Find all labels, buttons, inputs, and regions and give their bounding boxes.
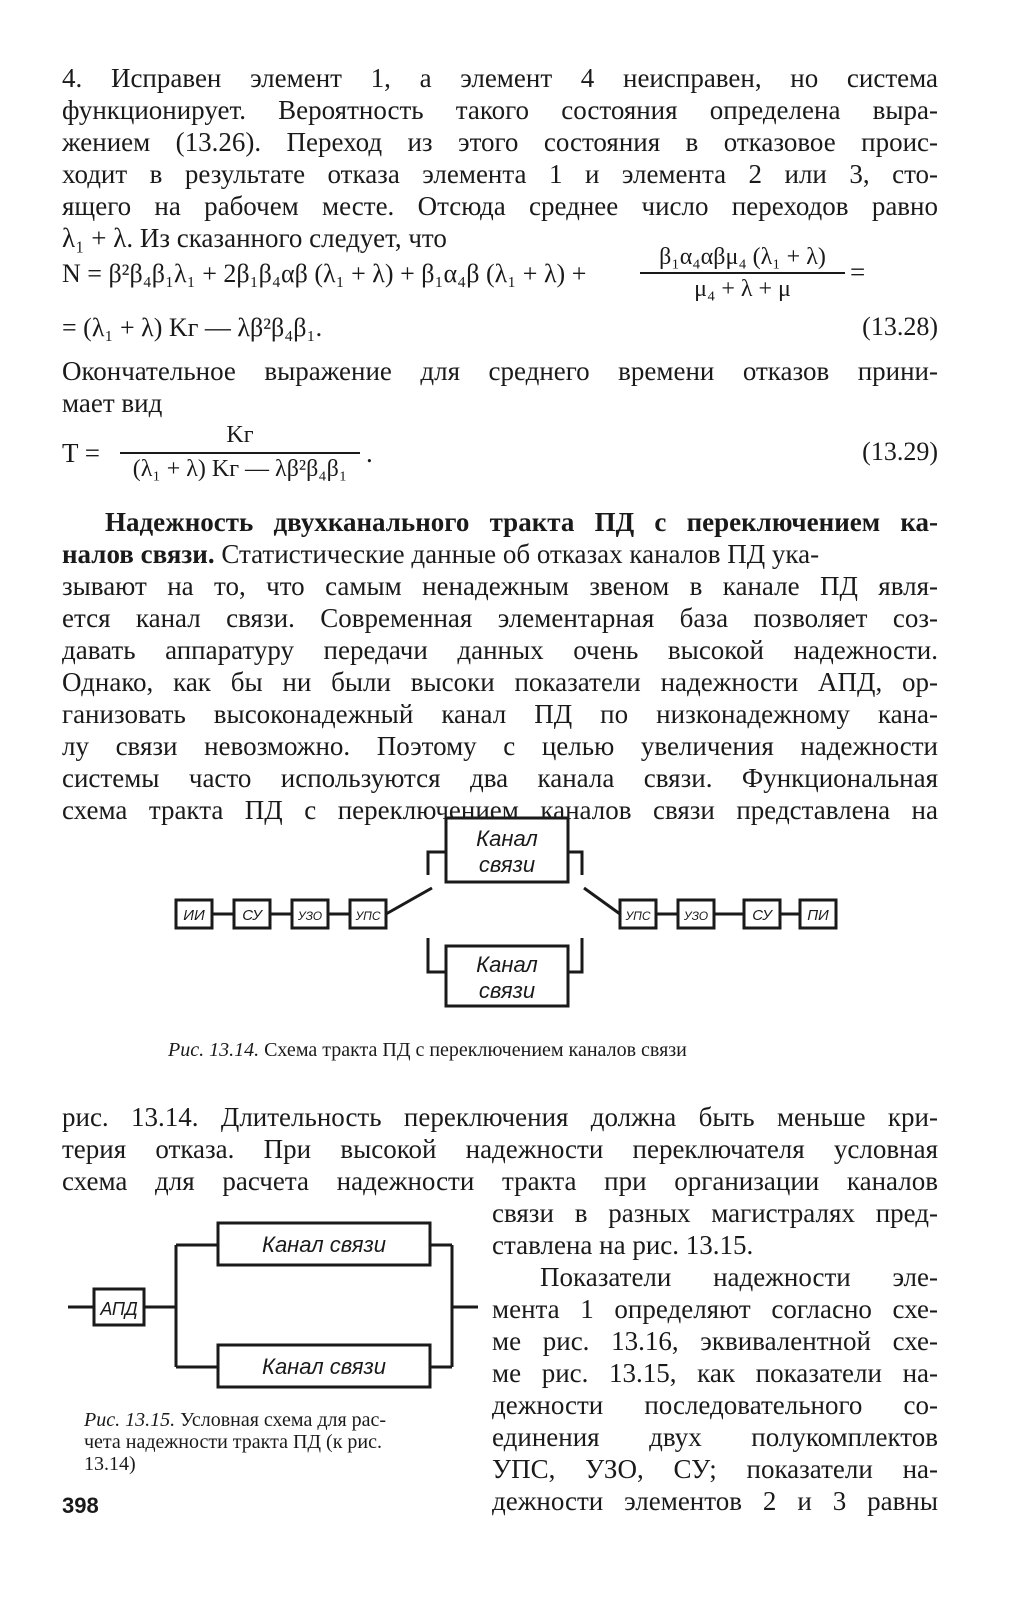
text-line: рис. 13.14. Длительность переключения должна быть меньше кри- — [62, 1102, 938, 1132]
text-line: дежности элементов 2 и 3 равны — [492, 1486, 938, 1516]
text-line: функционирует. Вероятность такого состояния определена выра- — [62, 95, 938, 125]
channel-label: связи — [478, 852, 536, 877]
text-line: жением (13.26). Переход из этого состояния в отказовое проис- — [62, 127, 938, 157]
equation-13-29-denominator: (λ₁ + λ) Kг — λβ²β₄β₁ — [132, 456, 348, 482]
text-line: ящего на рабочем месте. Отсюда среднее число переходов равно — [62, 191, 938, 221]
figure-13-15-diagram — [60, 1205, 480, 1405]
block-label: УПС — [625, 909, 651, 923]
text-line: Окончательное выражение для среднего времени отказов прини- — [62, 356, 938, 386]
section-line-rest: Статистические данные об отказах каналов ПД ука- — [214, 539, 820, 569]
text-line: мает вид — [62, 388, 163, 418]
page-number: 398 — [62, 1493, 99, 1518]
text-line: ходит в результате отказа элемента 1 и элемента 2 или 3, сто- — [62, 159, 938, 189]
block-label: ИИ — [183, 907, 205, 924]
text-line: Однако, как бы ни были высоки показатели надежности АПД, ор- — [62, 667, 938, 697]
equation-number: (13.28) — [862, 312, 938, 341]
equation-13-28-equals: = — [850, 257, 866, 287]
caption-label: Рис. 13.14. — [168, 1039, 260, 1061]
equation-13-28-line2: = (λ₁ + λ) Kг — λβ²β₄β₁. — [62, 313, 323, 342]
text-line: системы часто используются два канала связи. Функциональная — [62, 763, 938, 793]
text-line: ме рис. 13.16, эквивалентной схе- — [492, 1326, 938, 1356]
text-line: схема для расчета надежности тракта при организации каналов — [62, 1166, 938, 1196]
figure-13-14-diagram — [0, 810, 1018, 1020]
equation-13-29-numerator: Kг — [226, 422, 254, 448]
text-line — [62, 538, 938, 570]
text-line: давать аппаратуру передачи данных очень высокой надежности. — [62, 635, 938, 665]
text-line: ме рис. 13.15, как показатели на- — [492, 1358, 938, 1388]
block-label: СУ — [752, 907, 772, 924]
text-line: лу связи невозможно. Поэтому с целью увеличения надежности — [62, 731, 938, 761]
text-line: дежности последовательного со- — [492, 1390, 938, 1420]
channel-label: Канал — [476, 952, 538, 977]
block-label: УЗО — [297, 909, 323, 923]
text-line: ется канал связи. Современная элементарная база позволяет соз- — [62, 603, 938, 633]
channel-label: Канал связи — [261, 1232, 387, 1257]
text-line: ганизовать высоконадежный канал ПД по низконадежному кана- — [62, 699, 938, 729]
block-label: УПС — [355, 909, 381, 923]
caption-text: Схема тракта ПД с переключением каналов связи — [259, 1039, 687, 1061]
caption-text: Условная схема для рас- — [175, 1409, 387, 1431]
text-line: λ₁ + λ. Из сказанного следует, что — [62, 223, 447, 253]
equation-13-28-numerator: β₁α₄αβμ₄ (λ₁ + λ) — [659, 244, 826, 270]
block-label: СУ — [242, 907, 262, 924]
text-line: Показатели надежности эле- — [540, 1262, 938, 1292]
text-line: ставлена на рис. 13.15. — [492, 1230, 754, 1260]
equation-13-28-lhs: N = β²β₄β₁λ₁ + 2β₁β₄αβ (λ₁ + λ) + β₁α₄β (λ₁ + λ) + — [62, 259, 587, 288]
equation-number: (13.29) — [862, 437, 938, 466]
section-heading: Надежность двухканального тракта ПД с переключением ка- — [105, 507, 938, 537]
figure-13-15-caption-line: 13.14) — [84, 1453, 136, 1475]
text-line: 4. Исправен элемент 1, а элемент 4 неисправен, но система — [62, 63, 938, 93]
equation-13-29-period: . — [366, 438, 373, 468]
text-line: схема тракта ПД с переключением каналов связи представлена на — [62, 795, 938, 825]
channel-label: Канал связи — [261, 1354, 387, 1379]
figure-13-15-caption-line: чета надежности тракта ПД (к рис. — [84, 1431, 382, 1453]
figure-13-14-caption — [168, 1038, 687, 1062]
figure-13-15-caption — [84, 1408, 386, 1432]
text-line: терия отказа. При высокой надежности переключателя условная — [62, 1134, 938, 1164]
block-label: УЗО — [683, 909, 709, 923]
text-line: единения двух полукомплектов — [492, 1422, 938, 1452]
text-line: зывают на то, что самым ненадежным звеном в канале ПД явля- — [62, 571, 938, 601]
section-heading-end: налов связи. — [62, 539, 215, 569]
text-line: мента 1 определяют согласно схе- — [492, 1294, 938, 1324]
text-line: УПС, УЗО, СУ; показатели на- — [492, 1454, 938, 1484]
channel-label: Канал — [476, 826, 538, 851]
block-label: ПИ — [807, 907, 829, 924]
text-line: связи в разных магистралях пред- — [492, 1198, 938, 1228]
block-label: АПД — [100, 1299, 138, 1319]
caption-label: Рис. 13.15. — [84, 1409, 176, 1431]
equation-13-29-fraction-bar — [120, 452, 360, 454]
equation-13-28-fraction-bar — [640, 272, 845, 274]
equation-13-28-denominator: μ₄ + λ + μ — [694, 276, 791, 302]
equation-13-29-lhs: T = — [62, 438, 100, 468]
channel-label: связи — [478, 978, 536, 1003]
